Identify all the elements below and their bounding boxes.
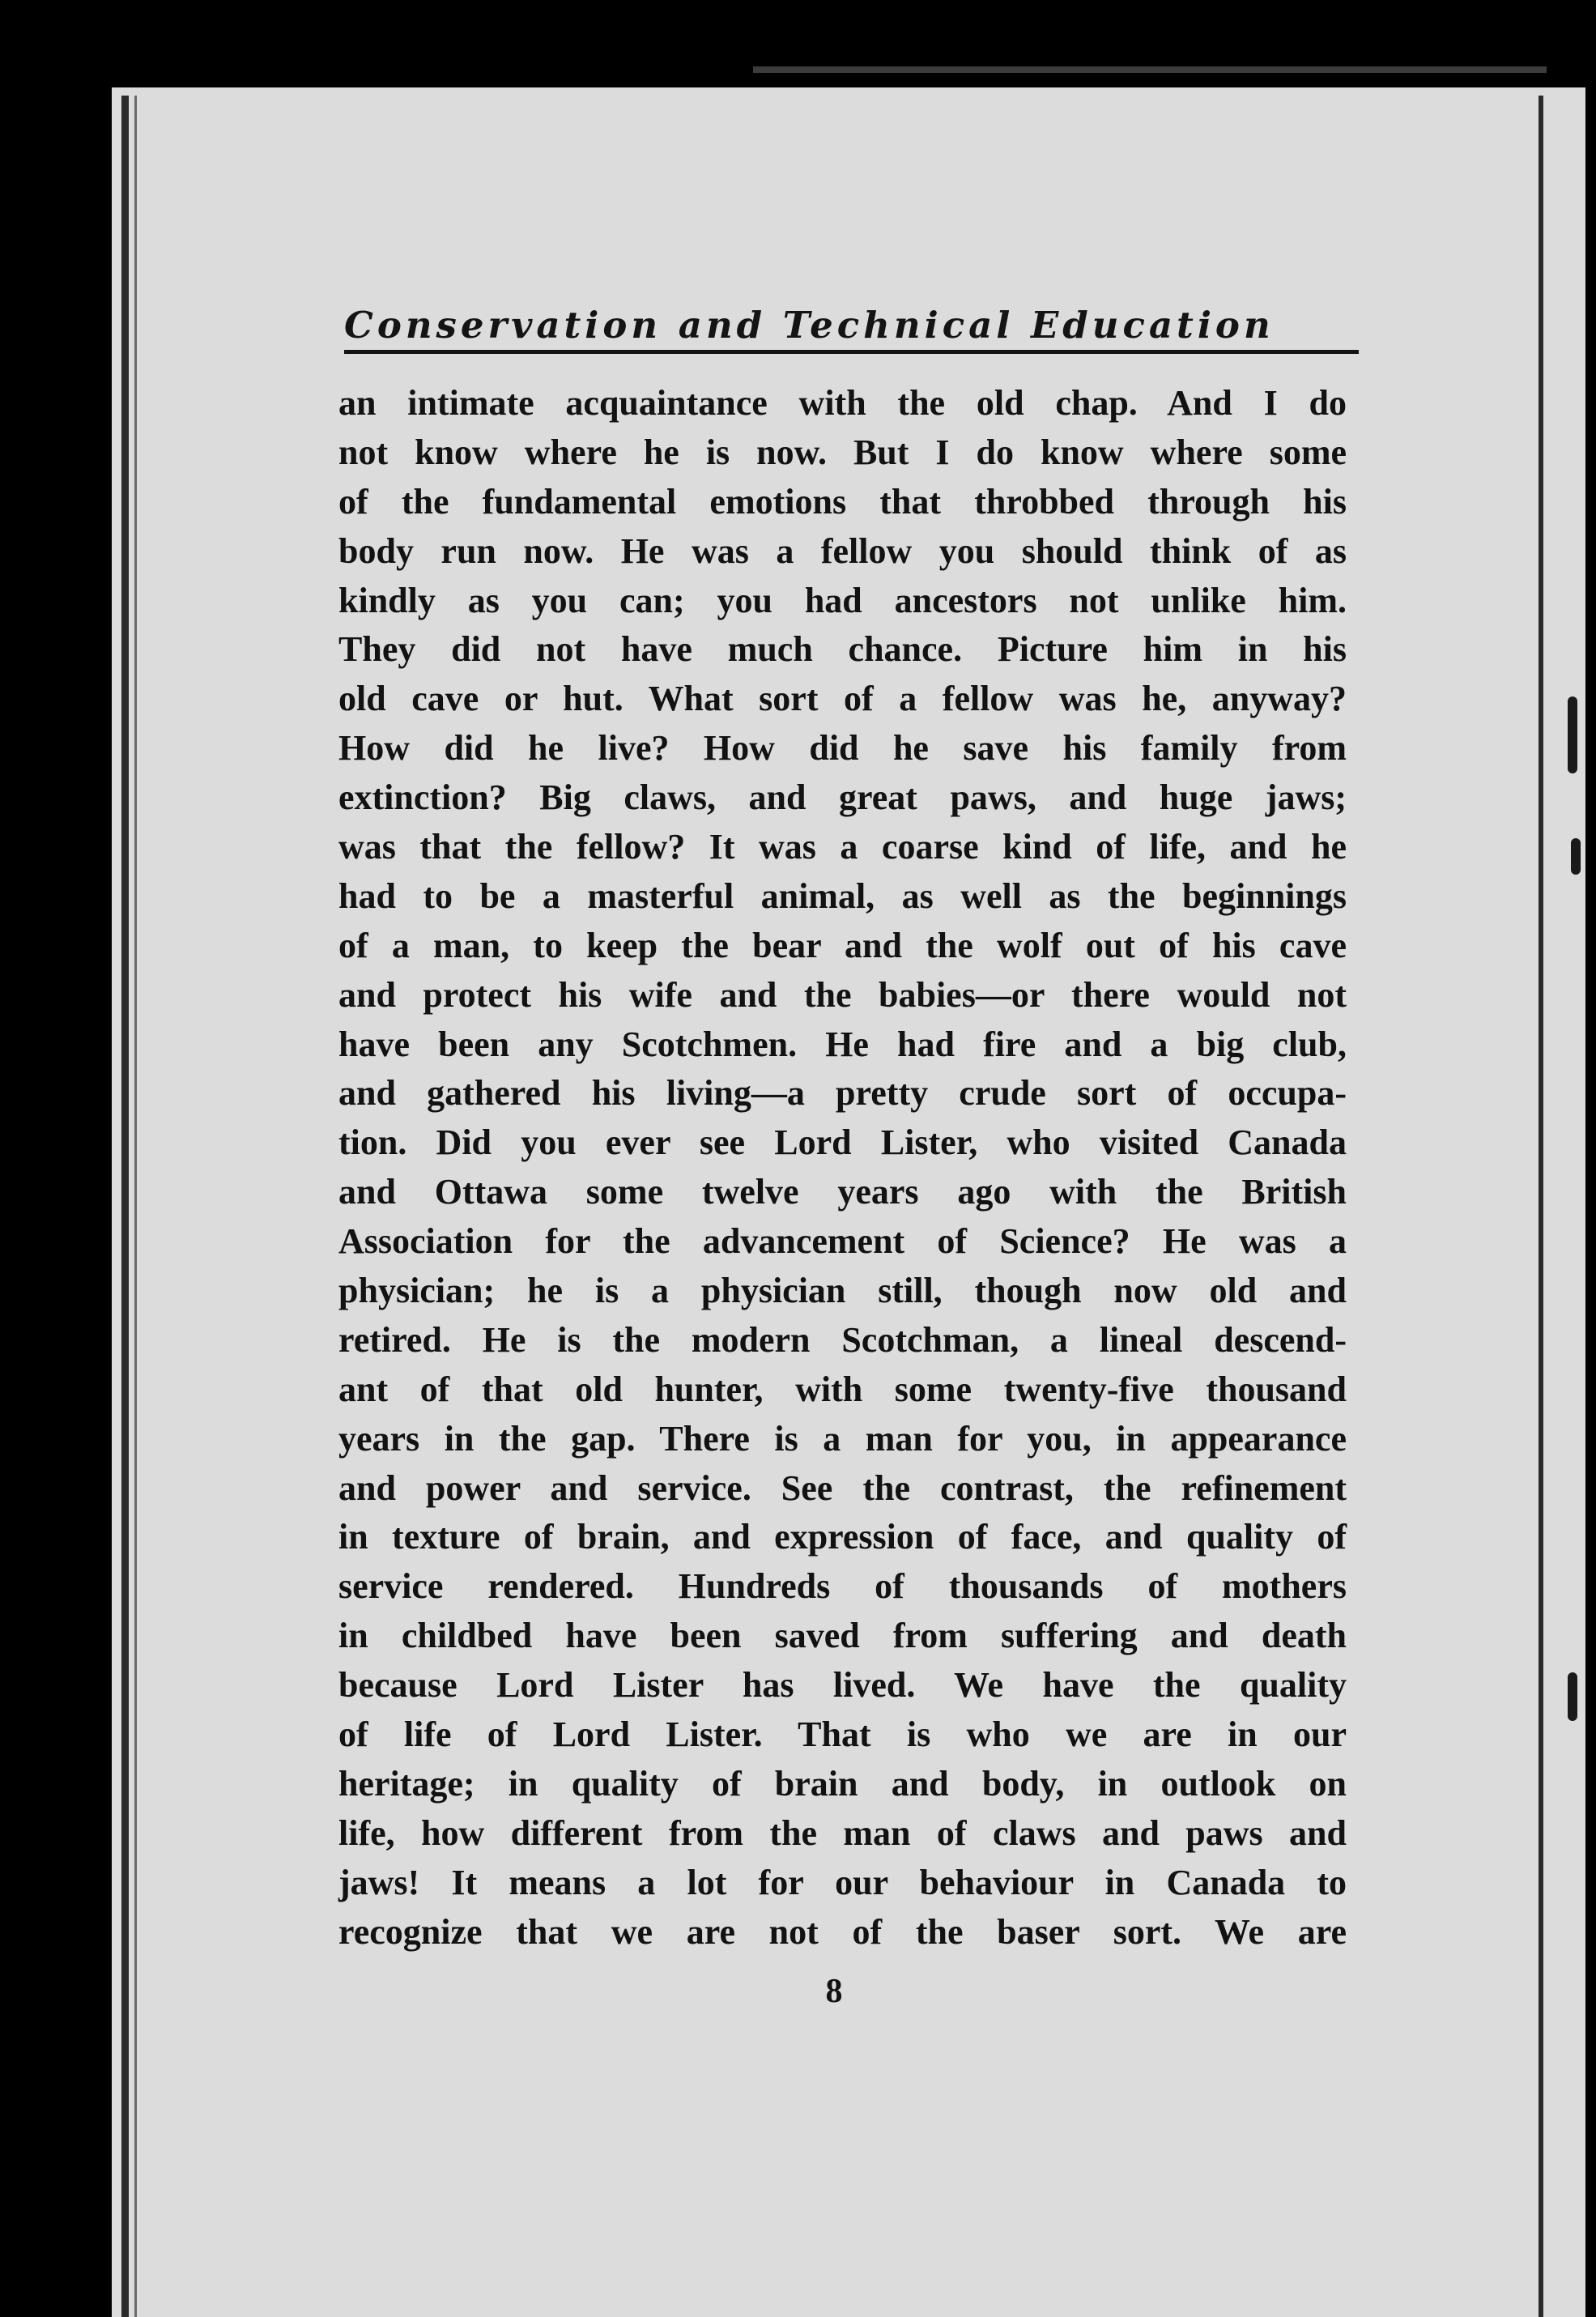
text-line: had to be a masterful animal, as well as the beginnings — [338, 875, 1347, 916]
gutter-mark — [1571, 838, 1581, 875]
text-line: years in the gap. There is a man for you, in appearance — [338, 1418, 1347, 1459]
text-line: life, how different from the man of claws and paws and — [338, 1812, 1347, 1853]
text-line: was that the fellow? It was a coarse kind of life, and he — [338, 827, 1347, 867]
text-line: and gathered his living—a pretty crude sort of occupa- — [338, 1073, 1347, 1114]
text-line: tion. Did you ever see Lord Lister, who visited Canada — [338, 1122, 1347, 1163]
text-line: an intimate acquaintance with the old chap. And I do — [338, 383, 1347, 423]
text-line: Association for the advancement of Science? He was a — [338, 1221, 1347, 1262]
text-line: old cave or hut. What sort of a fellow was he, anyway? — [338, 679, 1347, 719]
text-line: They did not have much chance. Picture him in his — [338, 629, 1347, 670]
text-line: and protect his wife and the babies—or there would not — [338, 974, 1347, 1015]
text-line: extinction? Big claws, and great paws, and huge jaws; — [338, 777, 1347, 818]
gutter-mark — [1568, 1672, 1577, 1721]
running-head-rule — [344, 350, 1359, 354]
text-line: retired. He is the modern Scotchman, a lineal descend- — [338, 1319, 1347, 1360]
scan-top-streak — [753, 66, 1547, 73]
text-line: service rendered. Hundreds of thousands of mothers — [338, 1566, 1347, 1607]
text-line: of a man, to keep the bear and the wolf out of his cave — [338, 925, 1347, 965]
text-line: How did he live? How did he save his family from — [338, 728, 1347, 769]
page-left-edge-shadow — [121, 96, 129, 2317]
running-head: Conservation and Technical Education — [344, 304, 1275, 347]
text-line: and Ottawa some twelve years ago with the British — [338, 1172, 1347, 1212]
gutter-mark — [1568, 696, 1577, 773]
page-number: 8 — [825, 1973, 843, 2010]
text-line: and power and service. See the contrast, the refinement — [338, 1467, 1347, 1508]
text-line: recognize that we are not of the baser sort. We are — [338, 1911, 1347, 1952]
text-line: in texture of brain, and expression of face, and quality of — [338, 1517, 1347, 1557]
text-line: in childbed have been saved from suffering and death — [338, 1616, 1347, 1656]
text-line: of the fundamental emotions that throbbed through his — [338, 481, 1347, 522]
text-line: body run now. He was a fellow you should think of as — [338, 530, 1347, 571]
text-line: ant of that old hunter, with some twenty-five thousand — [338, 1369, 1347, 1409]
page-left-edge-line — [134, 96, 137, 2317]
text-line: have been any Scotchmen. He had fire and a big club, — [338, 1024, 1347, 1064]
page-right-edge-shadow — [1539, 96, 1543, 2317]
text-line: of life of Lord Lister. That is who we are in our — [338, 1714, 1347, 1755]
text-line: because Lord Lister has lived. We have the quality — [338, 1665, 1347, 1706]
text-line: physician; he is a physician still, though now old and — [338, 1271, 1347, 1311]
text-line: jaws! It means a lot for our behaviour in Canada to — [338, 1862, 1347, 1902]
text-line: kindly as you can; you had ancestors not unlike him. — [338, 580, 1347, 620]
text-line: not know where he is now. But I do know where some — [338, 432, 1347, 472]
body-text — [338, 379, 1347, 1957]
text-line: heritage; in quality of brain and body, in outlook on — [338, 1763, 1347, 1804]
